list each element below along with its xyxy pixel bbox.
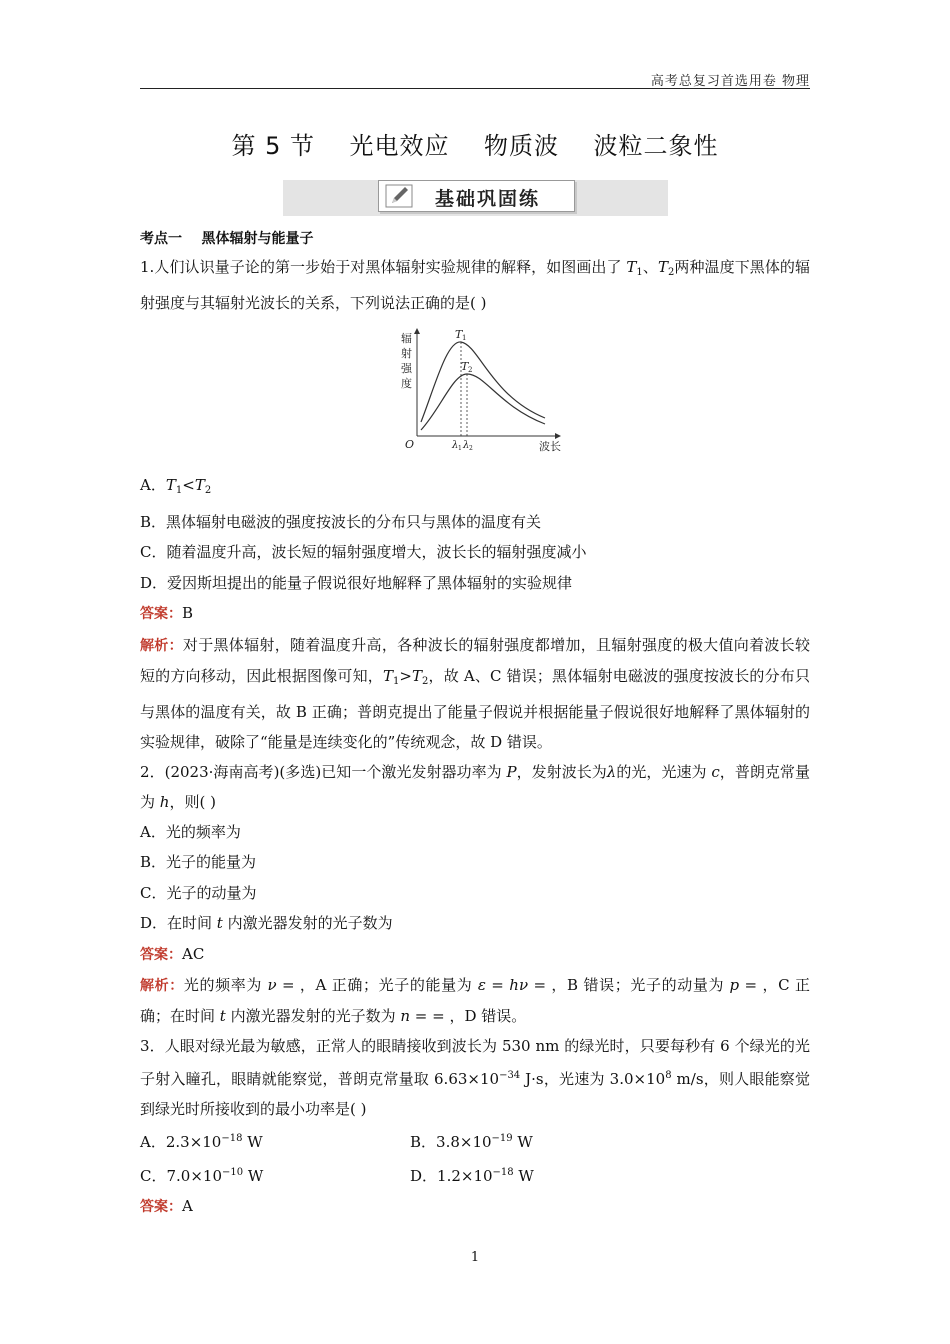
- q1-option-b: B．黑体辐射电磁波的强度按波长的分布只与黑体的温度有关: [140, 512, 542, 531]
- q2-option-c: C．光子的动量为: [140, 883, 257, 902]
- curve2-label: T: [461, 360, 469, 373]
- ylabel-char: 辐: [401, 332, 412, 345]
- origin-label: O: [405, 438, 415, 451]
- q2-option-b: B．光子的能量为: [140, 853, 257, 871]
- q1-stem: 1.人们认识量子论的第一步始于对黑体辐射实验规律的解释，如图画出了 $T_1$、$T_2$两种温度下黑体的辐射强度与其辐射光波长的关系，下列说法正确的是( ): [140, 258, 810, 312]
- q3-option-d: D．$1.2\times 10^{-18}$ W: [410, 1166, 534, 1185]
- q3-options-row1: [140, 1124, 810, 1158]
- curve-t2: [421, 374, 545, 430]
- q3-stem: 3．人眼对绿光最为敏感，正常人的眼睛接收到波长为 530 nm 的绿光时，只要每秒有 6 个绿光的光子射入瞳孔，眼睛就能察觉，普朗克常量取 $6.63\times 10^{-34}$ J·s，光速为 $3.0\times 10^8$ m/s，则人眼能察觉到绿光时所接收到的最小功率是( ): [140, 1037, 810, 1118]
- q2-option-d: D．在时间 t 内激光器发射的光子数为: [140, 914, 393, 932]
- q2-analysis: 解析：光的频率为 ν = ，A 正确；光子的能量为 ε = hν = ，B 错误；光子的动量为 p = ，C 正确；在时间 t 内激光器发射的光子数为 n = = ，D 错误。: [140, 976, 811, 1025]
- q2-answer: 答案：AC: [140, 944, 205, 963]
- q3-option-a: A．$2.3\times 10^{-18}$ W: [140, 1133, 263, 1151]
- curve1-sub: 1: [462, 334, 467, 342]
- banner-box: [378, 180, 575, 212]
- header-text: 高考总复习首选用卷 物理: [650, 74, 810, 89]
- lambda1-label: λ: [452, 440, 459, 451]
- page-title: 第 5 节 光电效应 物质波 波粒二象性: [231, 132, 719, 160]
- q3-option-c: C．$7.0\times 10^{-10}$ W: [140, 1166, 264, 1185]
- ylabel-char: 度: [401, 377, 412, 390]
- lambda2-label: λ: [463, 440, 470, 451]
- header-rule: [140, 88, 810, 89]
- q3-options-row2: [140, 1158, 810, 1192]
- ylabel-char: 射: [401, 347, 412, 360]
- q1-option-a: A．$T_1<T_2$: [140, 476, 212, 496]
- q1-answer: 答案：B: [140, 604, 194, 622]
- q3-answer: 答案：A: [140, 1197, 193, 1215]
- xlabel: 波长: [539, 440, 561, 453]
- section-banner: [283, 180, 668, 216]
- page-number: 1: [470, 1250, 480, 1265]
- ylabel-char: 强: [401, 362, 412, 375]
- curve2-sub: 2: [468, 366, 473, 374]
- q2-stem: 2．(2023·海南高考)(多选)已知一个激光发射器功率为 P，发射波长为λ的光，光速为 c，普朗克常量为 h，则( ): [140, 762, 810, 811]
- blackbody-figure: [395, 326, 575, 456]
- document-body: [140, 228, 810, 1223]
- lambda2-sub: 2: [469, 445, 473, 452]
- q1-option-c: C．随着温度升高，波长短的辐射强度增大，波长长的辐射强度减小: [140, 543, 587, 561]
- banner-label: 基础巩固练: [435, 188, 541, 210]
- blackbody-graph: [395, 326, 575, 456]
- q1-analysis: 解析：对于黑体辐射，随着温度升高，各种波长的辐射强度都增加，且辐射强度的极大值向着波长较短的方向移动，因此根据图像可知，$T_1>T_2$，故 A、C 错误；黑体辐射电磁波的强度按波长的分布只与黑体的温度有关，故 B 正确；普朗克提出了能量子假说并根据能量子假说很好地解释了黑体辐射的实验规律，破除了“能量是连续变化的”传统观念，故 D 错误。: [140, 635, 810, 751]
- q2-option-a: A．光的频率为: [140, 822, 241, 841]
- curve1-label: T: [455, 328, 463, 341]
- section-heading: 考点一 黑体辐射与能量子: [140, 231, 314, 247]
- lambda1-sub: 1: [458, 445, 462, 452]
- q3-option-b: B．$3.8\times 10^{-19}$ W: [410, 1133, 533, 1151]
- q1-option-d: D．爱因斯坦提出的能量子假说很好地解释了黑体辐射的实验规律: [140, 573, 573, 592]
- pencil-icon: [385, 184, 413, 208]
